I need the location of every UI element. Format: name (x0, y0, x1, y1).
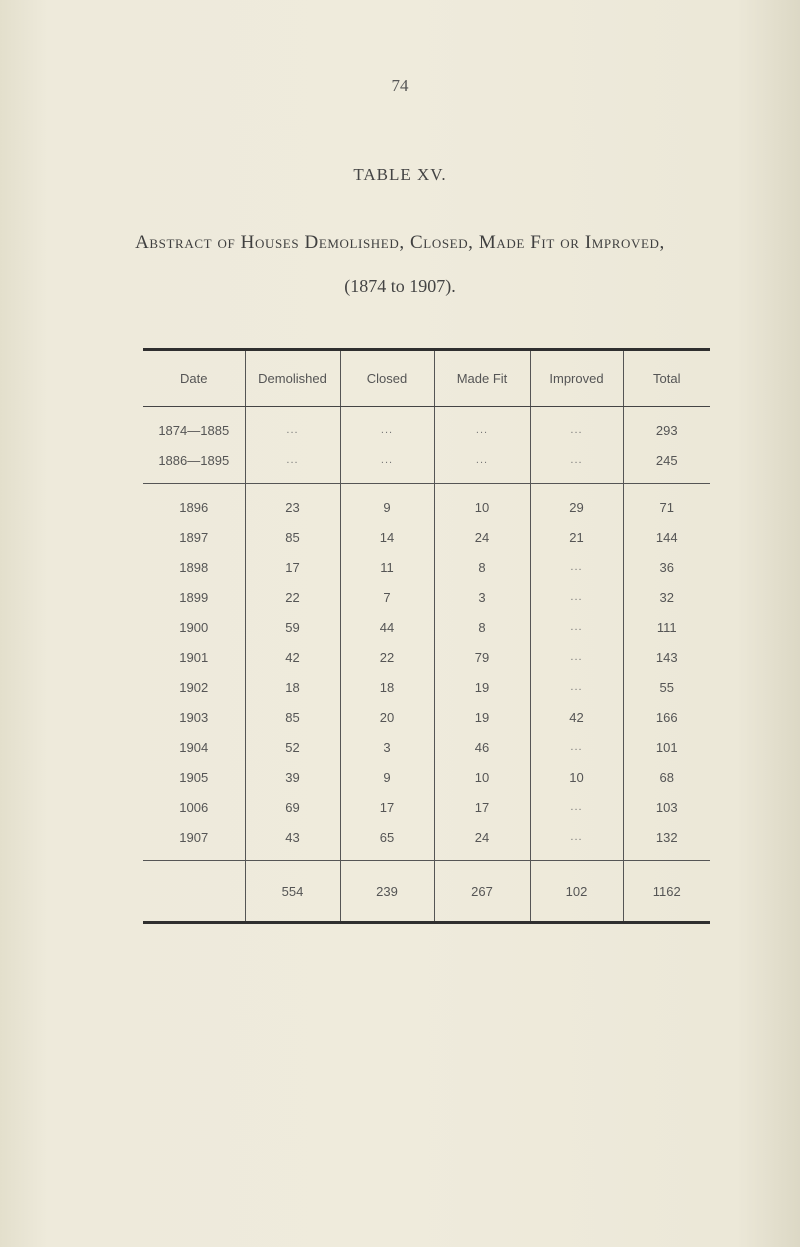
date-cell: 1898 (179, 559, 209, 575)
date-cell: 1896 (179, 499, 209, 515)
improved-cell: ... (530, 792, 623, 822)
date-cell: 1899 (179, 589, 209, 605)
grand-total: 1162 (623, 861, 710, 923)
date-cell: 1901 (179, 649, 209, 665)
total-cell: 32 (623, 582, 710, 612)
improved-cell: ... (530, 415, 623, 445)
total-cell: 245 (623, 445, 710, 475)
closed-cell: 9 (340, 762, 434, 792)
demolished-cell: 42 (245, 642, 340, 672)
made-fit-cell: 79 (434, 642, 530, 672)
made-fit-cell: ... (434, 415, 530, 445)
total-cell: 103 (623, 792, 710, 822)
date-cell: 1874—1885 (158, 422, 230, 438)
header-row (143, 350, 710, 407)
demolished-cell: 17 (245, 552, 340, 582)
demolished-cell: 39 (245, 762, 340, 792)
made-fit-cell: 8 (434, 612, 530, 642)
improved-cell: ... (530, 672, 623, 702)
table-row (143, 732, 710, 762)
totals-label-cell (143, 861, 245, 923)
totals-rows (143, 852, 710, 923)
header-closed: Closed (340, 350, 434, 407)
table-row (143, 642, 710, 672)
table-row (143, 762, 710, 792)
header-total: Total (623, 350, 710, 407)
total-cell: 71 (623, 492, 710, 522)
date-cell: 1886—1895 (158, 452, 230, 468)
date-cell: 1905 (179, 769, 209, 785)
table-row (143, 792, 710, 822)
total-cell: 68 (623, 762, 710, 792)
total-cell: 144 (623, 522, 710, 552)
table-row (143, 702, 710, 732)
table-row (143, 522, 710, 552)
total-cell: 111 (623, 612, 710, 642)
period-rows (143, 407, 710, 484)
total-cell: 101 (623, 732, 710, 762)
made-fit-cell: 24 (434, 822, 530, 852)
date-cell: 1903 (179, 709, 209, 725)
demolished-cell: 23 (245, 492, 340, 522)
total-cell: 143 (623, 642, 710, 672)
date-cell: 1006 (179, 799, 209, 815)
total-closed: 239 (340, 861, 434, 923)
closed-cell: 65 (340, 822, 434, 852)
closed-cell: 22 (340, 642, 434, 672)
improved-cell: ... (530, 582, 623, 612)
closed-cell: ... (340, 415, 434, 445)
made-fit-cell: 19 (434, 702, 530, 732)
table-subheading: (1874 to 1907). (344, 276, 456, 296)
demolished-cell: ... (245, 415, 340, 445)
total-demolished: 554 (245, 861, 340, 923)
table-row (143, 582, 710, 612)
made-fit-cell: 3 (434, 582, 530, 612)
total-cell: 55 (623, 672, 710, 702)
improved-cell: ... (530, 732, 623, 762)
totals-row (143, 861, 710, 923)
improved-cell: 10 (530, 762, 623, 792)
demolished-cell: 69 (245, 792, 340, 822)
made-fit-cell: 8 (434, 552, 530, 582)
table-row (143, 415, 710, 445)
year-rows (143, 484, 710, 853)
closed-cell: 14 (340, 522, 434, 552)
total-cell: 166 (623, 702, 710, 732)
made-fit-cell: 46 (434, 732, 530, 762)
closed-cell: 20 (340, 702, 434, 732)
made-fit-cell: 10 (434, 492, 530, 522)
total-made-fit: 267 (434, 861, 530, 923)
table-row (143, 492, 710, 522)
closed-cell: 18 (340, 672, 434, 702)
table-row (143, 445, 710, 475)
closed-cell: 3 (340, 732, 434, 762)
abstract-table-container (143, 348, 710, 924)
date-cell: 1904 (179, 739, 209, 755)
date-cell: 1902 (179, 679, 209, 695)
improved-cell: ... (530, 445, 623, 475)
total-cell: 293 (623, 415, 710, 445)
demolished-cell: 18 (245, 672, 340, 702)
made-fit-cell: 19 (434, 672, 530, 702)
demolished-cell: 43 (245, 822, 340, 852)
total-cell: 132 (623, 822, 710, 852)
header-improved: Improved (530, 350, 623, 407)
total-cell: 36 (623, 552, 710, 582)
abstract-table (143, 348, 710, 924)
demolished-cell: ... (245, 445, 340, 475)
table-heading: Abstract of Houses Demolished, Closed, Made Fit or Improved, (135, 232, 665, 253)
made-fit-cell: 17 (434, 792, 530, 822)
improved-cell: 42 (530, 702, 623, 732)
demolished-cell: 22 (245, 582, 340, 612)
date-cell: 1907 (179, 829, 209, 845)
improved-cell: ... (530, 612, 623, 642)
date-cell: 1897 (179, 529, 209, 545)
made-fit-cell: 24 (434, 522, 530, 552)
table-row (143, 822, 710, 852)
improved-cell: ... (530, 822, 623, 852)
improved-cell: 29 (530, 492, 623, 522)
date-cell: 1900 (179, 619, 209, 635)
made-fit-cell: ... (434, 445, 530, 475)
closed-cell: 17 (340, 792, 434, 822)
closed-cell: 11 (340, 552, 434, 582)
improved-cell: ... (530, 642, 623, 672)
closed-cell: 44 (340, 612, 434, 642)
closed-cell: 9 (340, 492, 434, 522)
header-made-fit: Made Fit (434, 350, 530, 407)
table-row (143, 552, 710, 582)
closed-cell: 7 (340, 582, 434, 612)
demolished-cell: 85 (245, 702, 340, 732)
demolished-cell: 85 (245, 522, 340, 552)
demolished-cell: 59 (245, 612, 340, 642)
table-row (143, 612, 710, 642)
table-row (143, 672, 710, 702)
made-fit-cell: 10 (434, 762, 530, 792)
total-improved: 102 (530, 861, 623, 923)
improved-cell: 21 (530, 522, 623, 552)
table-title: TABLE XV. (353, 165, 447, 184)
closed-cell: ... (340, 445, 434, 475)
header-demolished: Demolished (245, 350, 340, 407)
header-date: Date (143, 350, 245, 407)
improved-cell: ... (530, 552, 623, 582)
page-number: 74 (391, 76, 409, 95)
demolished-cell: 52 (245, 732, 340, 762)
